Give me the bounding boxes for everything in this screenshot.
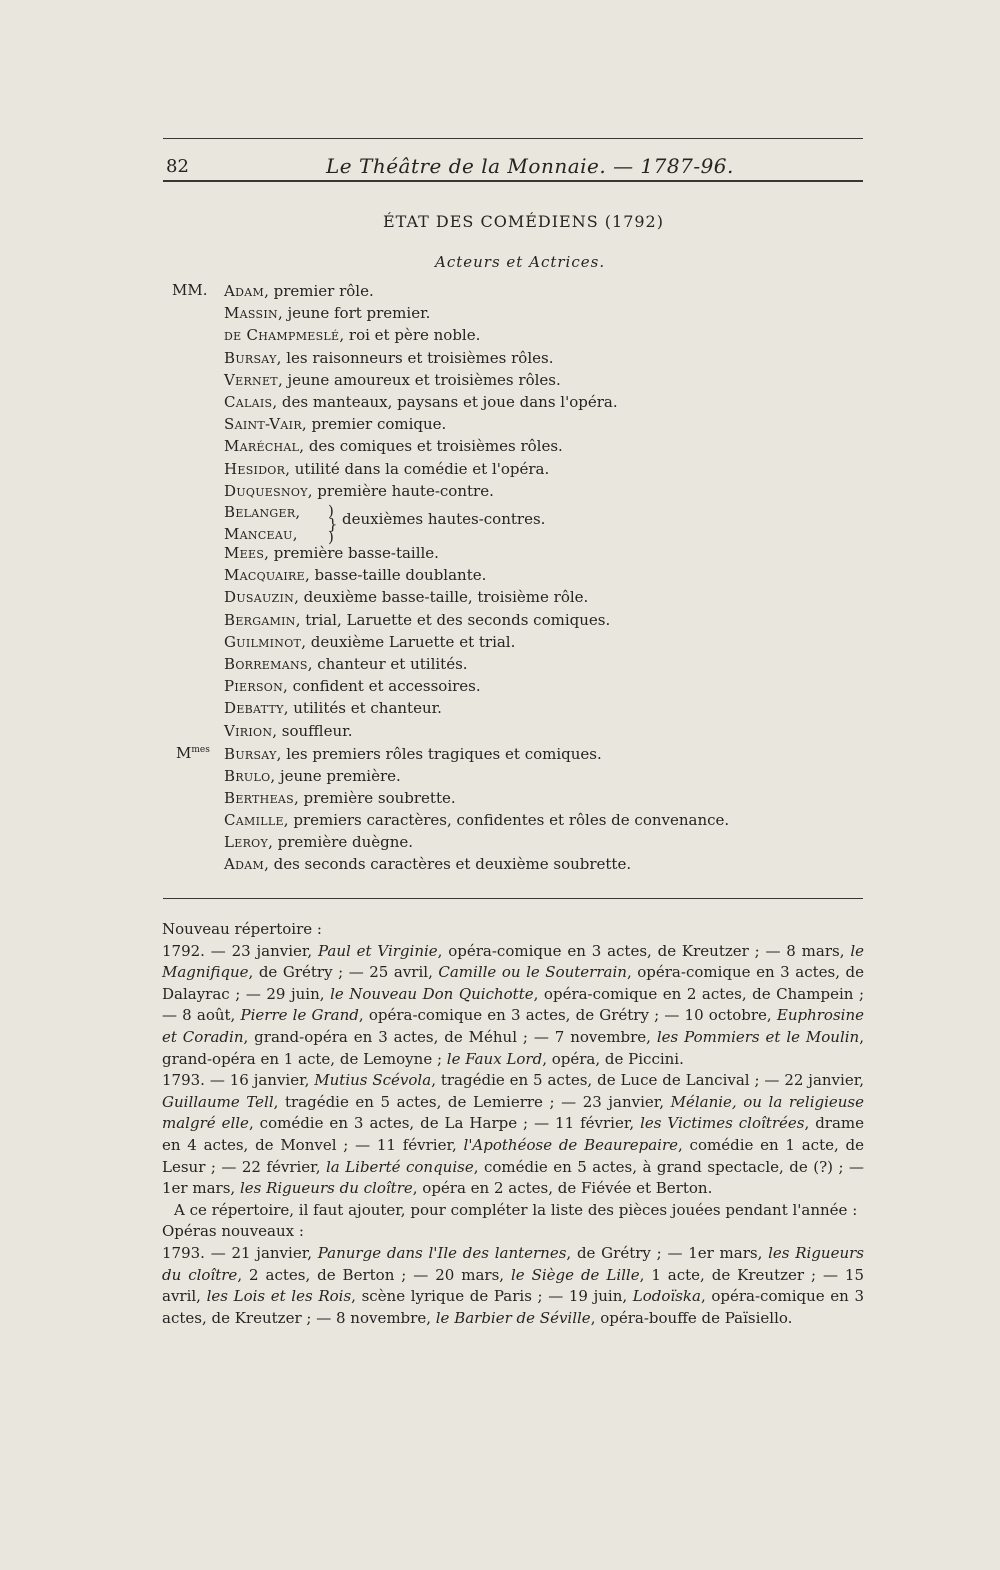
section-title: ÉTAT DES COMÉDIENS (1792) bbox=[383, 212, 664, 231]
work-title: les Rigueurs du cloître bbox=[239, 1179, 413, 1198]
performer-name: Borremans bbox=[224, 655, 308, 673]
cast-line bbox=[224, 676, 481, 696]
performer-name: Guilminot bbox=[224, 632, 302, 651]
role-description: , utilités et chanteur. bbox=[283, 699, 442, 718]
work-title: Camille ou le Souterrain bbox=[438, 963, 627, 982]
operas-label: Opéras nouveaux : bbox=[162, 1222, 304, 1241]
entry-text: , comédie en 5 actes, à grand spectacle, de (?) ; — 1er mars, bbox=[162, 1157, 864, 1198]
repertoire-intro: Nouveau répertoire : bbox=[162, 920, 322, 938]
performer-name: Camille bbox=[224, 811, 284, 829]
work-title: Mélanie, ou la religieuse malgré elle bbox=[162, 1092, 864, 1133]
page-header bbox=[166, 150, 866, 184]
performer-name: Bergamin bbox=[224, 610, 296, 629]
work-title: Panurge dans l'Ile des lanternes bbox=[317, 1243, 567, 1262]
work-title: Lodoïska bbox=[632, 1287, 701, 1306]
repertoire-section bbox=[162, 919, 864, 1329]
cast-line bbox=[224, 436, 563, 456]
cast-line bbox=[224, 788, 456, 808]
performer-name: Maréchal bbox=[224, 437, 300, 456]
entry-text: , opéra, de Piccini. bbox=[542, 1049, 684, 1068]
pair-name-1: Belanger, bbox=[224, 503, 301, 521]
role-description: , première basse-taille. bbox=[264, 544, 439, 562]
role-description: , deuxième basse-taille, troisième rôle. bbox=[294, 588, 589, 607]
repertoire-1793 bbox=[162, 1070, 864, 1200]
role-description: , des comiques et troisièmes rôles. bbox=[299, 437, 563, 456]
entry-text: 1793. — 16 janvier, bbox=[162, 1071, 315, 1090]
role-description: , jeune amoureux et troisièmes rôles. bbox=[277, 370, 561, 389]
entry-text: , opéra-comique en 3 actes, de Kreutzer ; — 8 novembre, bbox=[162, 1287, 865, 1327]
running-title: Le Théâtre de la Monnaie. — 1787-96. bbox=[326, 154, 734, 178]
role-description: , premiers caractères, confidentes et rôles de convenance. bbox=[283, 811, 730, 829]
entry-text: , tragédie en 5 actes, de Luce de Lancival ; — 22 janvier, bbox=[431, 1071, 864, 1090]
work-title: les Rigueurs du cloître bbox=[162, 1243, 864, 1284]
entry-text: , opéra-bouffe de Païsiello. bbox=[590, 1308, 793, 1327]
role-description: , premier rôle. bbox=[264, 282, 374, 300]
performer-name: Calais bbox=[224, 393, 273, 411]
performer-name: Dusauzin bbox=[224, 588, 295, 607]
pair-name-2: Manceau, bbox=[224, 525, 298, 543]
cast-line bbox=[224, 303, 430, 323]
role-description: , deuxième Laruette et trial. bbox=[301, 632, 516, 651]
cast-line bbox=[224, 698, 442, 718]
entry-text: 1792. — 23 janvier, bbox=[162, 941, 319, 960]
entry-text: , comédie en 3 actes, de La Harpe ; — 11 février, bbox=[248, 1114, 641, 1133]
cast-line bbox=[224, 481, 494, 501]
cast-line bbox=[224, 414, 446, 434]
role-description: , les premiers rôles tragiques et comiques. bbox=[276, 745, 602, 763]
cast-line bbox=[224, 281, 374, 301]
work-title: les Pommiers et le Moulin bbox=[656, 1027, 860, 1046]
cast-line bbox=[224, 370, 561, 390]
pair-desc: deuxièmes hautes-contres. bbox=[342, 510, 546, 528]
work-title: les Victimes cloîtrées bbox=[640, 1114, 805, 1133]
performer-name: Brulo bbox=[224, 767, 271, 785]
cast-line bbox=[224, 325, 480, 345]
work-title: Euphrosine et Coradin bbox=[162, 1006, 864, 1046]
entry-text: , opéra-comique en 3 actes, de Grétry ; — 10 octobre, bbox=[358, 1006, 777, 1025]
role-description: , première soubrette. bbox=[293, 789, 456, 807]
role-description: , jeune première. bbox=[270, 767, 401, 785]
cast-line bbox=[224, 632, 515, 652]
role-description: , trial, Laruette et des seconds comiques. bbox=[295, 610, 611, 629]
performer-name: Adam bbox=[224, 282, 265, 300]
performer-name: Saint-Vair bbox=[224, 415, 302, 434]
section-divider bbox=[163, 898, 863, 899]
cast-line bbox=[224, 766, 401, 786]
role-description: , souffleur. bbox=[272, 721, 353, 740]
work-title: les Lois et les Rois bbox=[206, 1287, 352, 1306]
header-top-rule bbox=[163, 138, 863, 139]
entry-text: , de Grétry ; — 1er mars, bbox=[566, 1243, 769, 1262]
women-label: $M^{mes}$ bbox=[176, 744, 210, 762]
work-title: Mutius Scévola bbox=[314, 1071, 432, 1090]
work-title: le Magnifique bbox=[162, 941, 864, 982]
cast-line bbox=[224, 854, 631, 874]
entry-text: , tragédie en 5 actes, de Lemierre ; — 23 janvier, bbox=[273, 1092, 671, 1111]
work-title: l'Apothéose de Beaurepaire bbox=[463, 1135, 679, 1154]
operas-1793 bbox=[162, 1243, 864, 1329]
work-title: le Siège de Lille bbox=[510, 1265, 640, 1284]
role-description: , des seconds caractères et deuxième soubrette. bbox=[264, 855, 632, 873]
entry-text: , opéra-comique en 3 actes, de Dalayrac ; — 29 juin, bbox=[162, 963, 864, 1003]
work-title: Paul et Virginie bbox=[318, 941, 438, 960]
work-title: le Faux Lord bbox=[446, 1049, 543, 1068]
performer-name: Bursay bbox=[224, 348, 277, 367]
work-title: Guillaume Tell bbox=[162, 1092, 274, 1111]
subheading: Acteurs et Actrices. bbox=[435, 253, 606, 271]
performer-name: de Champmeslé bbox=[224, 326, 340, 345]
performer-name: Bertheas bbox=[224, 789, 294, 807]
entry-text: , 2 actes, de Berton ; — 20 mars, bbox=[237, 1265, 511, 1284]
cast-line bbox=[224, 810, 729, 830]
entry-text: , drame en 4 actes, de Monvel ; — 11 février, bbox=[162, 1114, 865, 1154]
performer-name: Debatty bbox=[224, 699, 284, 718]
role-description: , jeune fort premier. bbox=[277, 304, 431, 323]
cast-line bbox=[224, 459, 549, 479]
role-description: , des manteaux, paysans et joue dans l'opéra. bbox=[272, 393, 618, 411]
cast-line bbox=[224, 832, 413, 852]
cast-line bbox=[224, 587, 588, 607]
performer-name: Macquaire bbox=[224, 566, 305, 585]
addendum: A ce répertoire, il faut ajouter, pour compléter la liste des pièces jouées pendant l'année : bbox=[174, 1200, 858, 1219]
role-description: , première haute-contre. bbox=[307, 481, 494, 500]
entry-text: , opéra-comique en 2 actes, de Champein ; — 8 août, bbox=[162, 984, 865, 1025]
work-title: le Barbier de Séville bbox=[435, 1308, 591, 1327]
work-title: le Nouveau Don Quichotte bbox=[330, 984, 534, 1003]
performer-name: Virion bbox=[224, 721, 273, 740]
performer-name: Vernet bbox=[224, 370, 278, 389]
role-description: , confident et accessoires. bbox=[283, 677, 481, 696]
role-description: , utilité dans la comédie et l'opéra. bbox=[285, 459, 550, 478]
entry-text: , scène lyrique de Paris ; — 19 juin, bbox=[351, 1287, 633, 1306]
work-title: la Liberté conquise bbox=[325, 1157, 474, 1176]
role-description: , premier comique. bbox=[301, 415, 447, 434]
cast-line bbox=[224, 654, 468, 674]
performer-name: Pierson bbox=[224, 677, 284, 696]
header-bottom-rule bbox=[163, 180, 863, 182]
brace: ) } ) bbox=[328, 502, 338, 546]
performer-name: Leroy bbox=[224, 833, 269, 851]
entry-text: 1793. — 21 janvier, bbox=[162, 1243, 318, 1262]
entry-text: , opéra en 2 actes, de Fiévée et Berton. bbox=[412, 1179, 713, 1198]
work-title: Pierre le Grand bbox=[240, 1006, 359, 1025]
men-label: MM. bbox=[172, 281, 208, 299]
cast-line bbox=[224, 721, 352, 741]
page-number: 82 bbox=[166, 156, 189, 177]
role-description: , chanteur et utilités. bbox=[307, 655, 468, 673]
role-description: , basse-taille doublante. bbox=[304, 566, 487, 585]
cast-line bbox=[224, 348, 553, 368]
role-description: , première duègne. bbox=[268, 833, 414, 851]
performer-name: Bursay bbox=[224, 745, 277, 763]
entry-text: , de Grétry ; — 25 avril, bbox=[248, 963, 439, 982]
performer-name: Hesidor bbox=[224, 459, 286, 478]
role-description: , les raisonneurs et troisièmes rôles. bbox=[276, 348, 554, 367]
cast-line bbox=[224, 543, 439, 563]
entry-text: , grand-opéra en 1 acte, de Lemoyne ; bbox=[162, 1027, 864, 1068]
performer-name: Massin bbox=[224, 304, 278, 323]
cast-line bbox=[224, 565, 486, 585]
cast-line bbox=[224, 744, 602, 764]
repertoire-1792 bbox=[162, 941, 864, 1071]
entry-text: , opéra-comique en 3 actes, de Kreutzer ; — 8 mars, bbox=[437, 941, 851, 960]
role-description: , roi et père noble. bbox=[339, 326, 481, 345]
cast-line bbox=[224, 610, 610, 630]
performer-name: Adam bbox=[224, 855, 265, 873]
entry-text: , 1 acte, de Kreutzer ; — 15 avril, bbox=[162, 1265, 865, 1306]
entry-text: , comédie en 1 acte, de Lesur ; — 22 février, bbox=[162, 1135, 864, 1176]
performer-name: Mees bbox=[224, 544, 265, 562]
entry-text: , grand-opéra en 3 actes, de Méhul ; — 7 novembre, bbox=[243, 1027, 657, 1046]
performer-name: Duquesnoy bbox=[224, 481, 308, 500]
cast-line bbox=[224, 392, 618, 412]
